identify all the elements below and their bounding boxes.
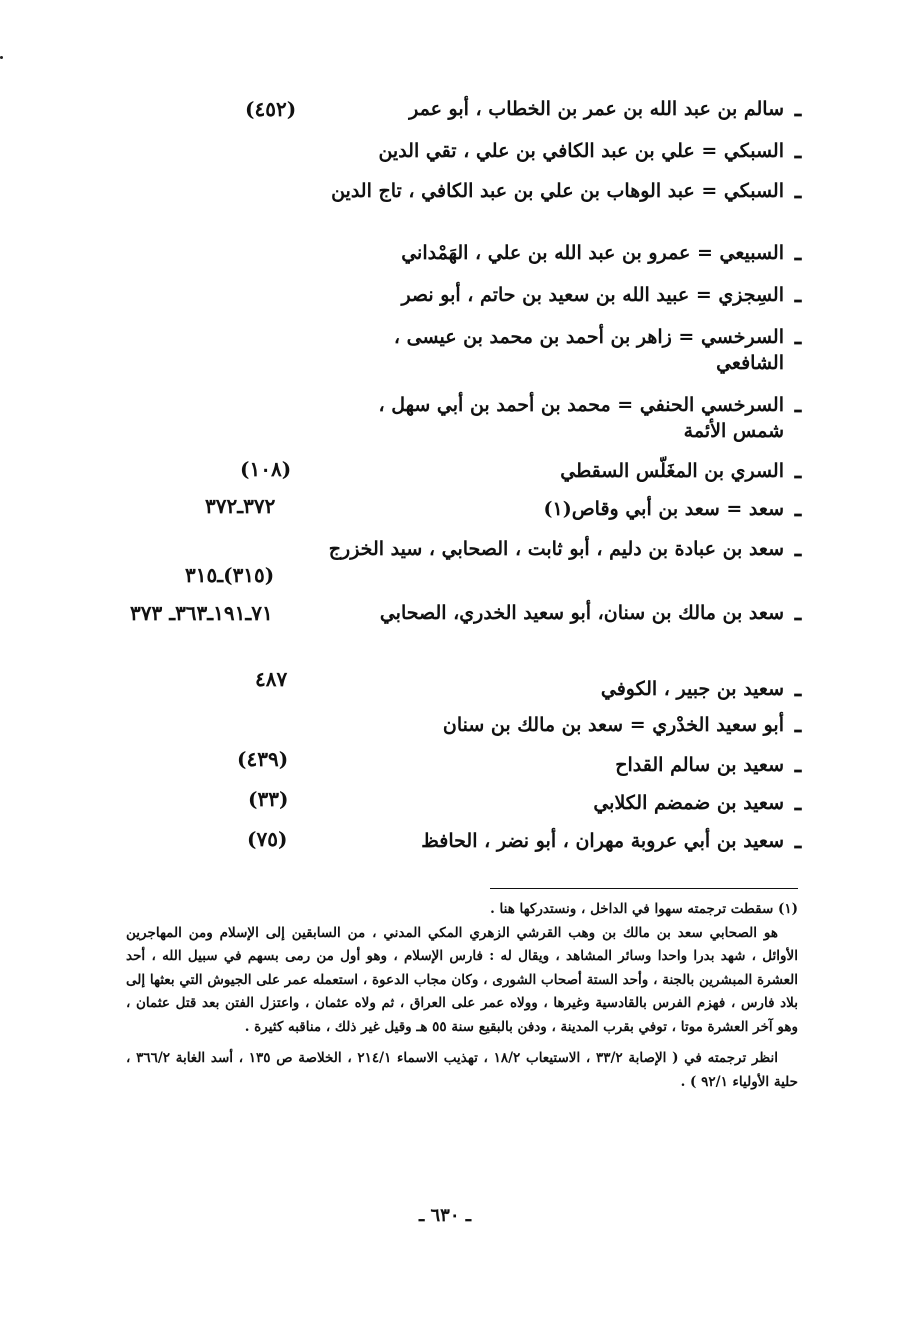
entry-dash: ـ	[794, 600, 802, 626]
entry-page-ref: (٤٣٩)	[237, 747, 289, 771]
index-entry	[306, 600, 806, 660]
entry-page-ref: ٧١ـ١٩١ـ٣٦٣ـ ٣٧٣	[130, 601, 273, 625]
entry-name: السري بن المغَلّس السقطي	[560, 460, 784, 482]
index-entry	[306, 536, 806, 596]
entry-page-ref: ٤٨٧	[255, 667, 288, 691]
entry-name: السبكي = عبد الوهاب بن علي بن عبد الكافي ، تاج الدين	[331, 180, 784, 202]
footnote	[126, 898, 798, 1094]
footnote-sources: انظر ترجمته في ( الإصابة ٣٣/٢ ، الاستيعاب ١٨/٢ ، تهذيب الاسماء ٢١٤/١ ، الخلاصة ص ١٣٥ ، أسد الغابة ٣٦٦/٢ ، حلية الأولياء ٩٢/١ ) .	[126, 1050, 798, 1090]
index-entry	[306, 178, 806, 238]
index-entry	[306, 828, 806, 888]
footnote-marker: (١) سقطت ترجمته سهوا في الداخل ، ونستدركها هنا .	[490, 901, 798, 917]
footnote-separator	[490, 888, 798, 889]
entry-dash: ـ	[794, 712, 802, 738]
entry-dash: ـ	[794, 178, 802, 204]
entry-dash: ـ	[794, 676, 802, 702]
entry-page-ref: (٣١٥)ـ٣١٥	[185, 563, 275, 587]
entry-name: سعد بن مالك بن سنان، أبو سعيد الخدري، الصحابي	[379, 602, 784, 624]
entry-dash: ـ	[794, 282, 802, 308]
index-entry	[306, 324, 806, 384]
entry-dash: ـ	[794, 790, 802, 816]
entry-dash: ـ	[794, 496, 802, 522]
scan-speck	[0, 56, 3, 59]
entry-page-ref: (١٠٨)	[240, 457, 292, 481]
entry-name: سعيد بن أبي عروبة مهران ، أبو نضر ، الحافظ	[421, 830, 784, 852]
entry-name: السِجزي = عبيد الله بن سعيد بن حاتم ، أبو نصر	[401, 284, 784, 306]
entry-dash: ـ	[794, 240, 802, 266]
index-entry	[306, 392, 806, 452]
entry-dash: ـ	[794, 536, 802, 562]
entry-dash: ـ	[794, 828, 802, 854]
entry-name: أبو سعيد الخدْري = سعد بن مالك بن سنان	[442, 714, 784, 736]
entry-name: السرخسي الحنفي = محمد بن أحمد بن أبي سهل ، شمس الأئمة	[378, 394, 784, 442]
entry-page-ref: (٤٥٢)	[245, 97, 297, 121]
entry-name: سعيد بن ضمضم الكلابي	[593, 792, 784, 814]
entry-page-ref: (٣٣)	[248, 787, 289, 811]
entry-dash: ـ	[794, 752, 802, 778]
entry-page-ref: (٧٥)	[247, 827, 288, 851]
entry-name: سعيد بن سالم القداح	[615, 754, 784, 776]
entry-page-ref: ٣٧٢ـ٣٧٢	[205, 494, 276, 518]
entry-name: سعد بن عبادة بن دليم ، أبو ثابت ، الصحابي ، سيد الخزرج	[328, 538, 784, 560]
entry-name: السبيعي = عمرو بن عبد الله بن علي ، الهَمْداني	[401, 242, 784, 264]
entry-name: السرخسي = زاهر بن أحمد بن محمد بن عيسى ، الشافعي	[393, 326, 784, 374]
entry-name: السبكي = علي بن عبد الكافي بن علي ، تقي الدين	[378, 140, 784, 162]
entry-name: سعيد بن جبير ، الكوفي	[600, 678, 784, 700]
entry-name: سعد = سعد بن أبي وقاص(١)	[543, 498, 784, 520]
entry-dash: ـ	[794, 392, 802, 418]
entry-dash: ـ	[794, 96, 802, 122]
footnote-body: هو الصحابي سعد بن مالك بن وهب القرشي الزهري المكي المدني ، من السابقين إلى الإسلام ومن المهاجرين الأوائل ، شهد بدرا واحدا وسائر المشاهد ، ويقال له : فارس الإسلام ، وهو أول من رمى بسهم في سبيل الله ، أحد العشرة المبشرين بالجنة ، وأحد الستة أصحاب الشورى ، وكان مجاب الدعوة ، استعمله عمر على الجيوش التي بعثها إلى بلاد فارس ، فهزم الفرس بالقادسية وغيرها ، وولاه عمر على العراق ، ثم ولاه عثمان ، واعتزل الفتن بعد قتل عثمان ، وهو آخر العشرة موتا ، توفي بقرب المدينة ، ودفن بالبقيع سنة ٥٥ هـ وقيل غير ذلك ، مناقبه كثيرة .	[126, 924, 798, 1035]
entry-dash: ـ	[794, 458, 802, 484]
page-number: ـ ٦٣٠ ـ	[418, 1205, 472, 1226]
entry-dash: ـ	[794, 324, 802, 350]
entry-dash: ـ	[794, 138, 802, 164]
entry-name: سالم بن عبد الله بن عمر بن الخطاب ، أبو عمر	[409, 98, 784, 120]
